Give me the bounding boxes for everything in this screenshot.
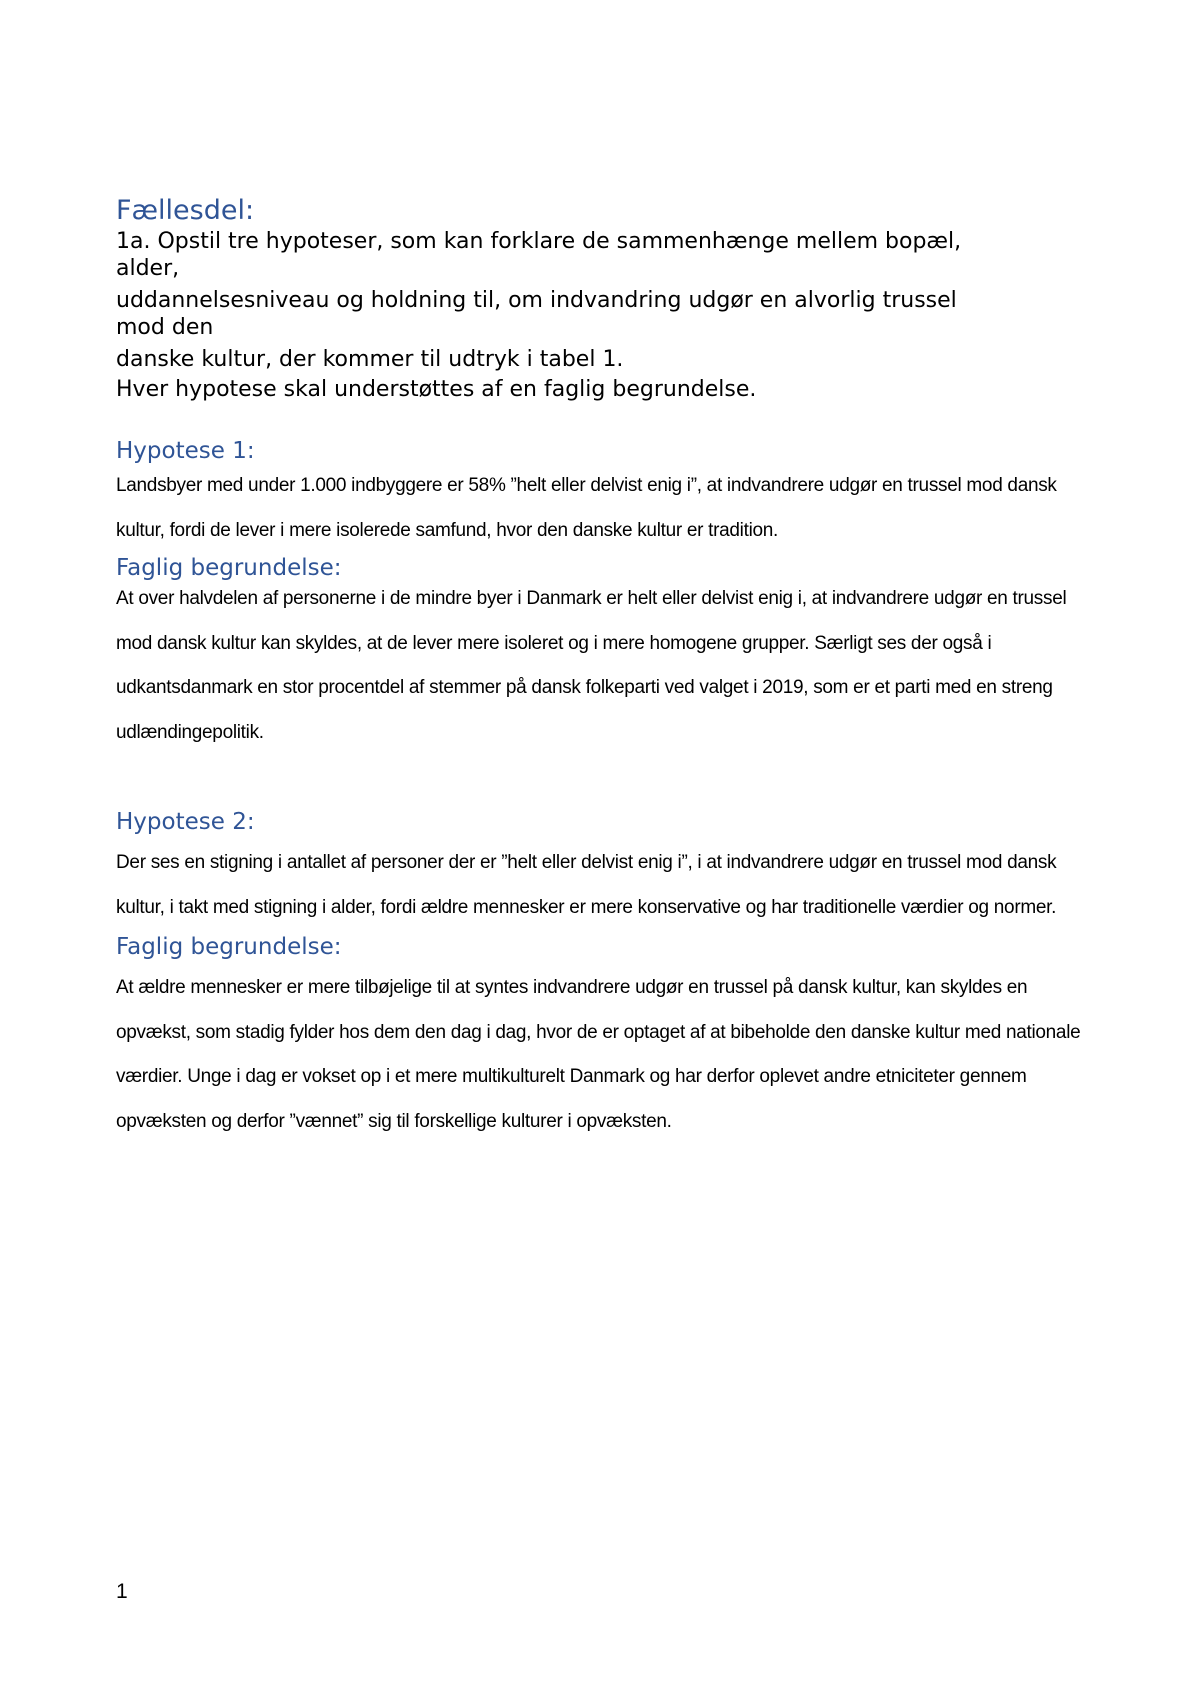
hypothesis-1-reason-heading: Faglig begrundelse: [116,555,342,581]
page-number: 1 [116,1580,128,1603]
question-line: mod den [116,315,214,340]
question-line: Hver hypotese skal understøttes af en faglig begrundelse. [116,377,757,402]
hypothesis-1-text: Landsbyer med under 1.000 indbyggere er 58% ”helt eller delvist enig i”, at indvandrere udgør en trussel mod dansk kultur, fordi de lever i mere isolerede samfund, hvor den danske kultur er tradition. [116,475,1057,541]
hypothesis-2-reason-text: At ældre mennesker er mere tilbøjelige til at syntes indvandrere udgør en trussel på dansk kultur, kan skyldes en opvækst, som stadig fylder hos dem den dag i dag, hvor de er optaget af at bibeholde den danske kultur med nationale værdier. Unge i dag er vokset op i et mere multikulturelt Danmark og har derfor oplevet andre etniciteter gennem opvæksten og derfor ”vænnet” sig til forskellige kulturer i opvæksten. [116,977,1081,1132]
question-line: 1a. Opstil tre hypoteser, som kan forklare de sammenhænge mellem bopæl, [116,229,962,254]
hypothesis-1-reason-text: At over halvdelen af personerne i de mindre byer i Danmark er helt eller delvist enig i, at indvandrere udgør en trussel mod dansk kultur kan skyldes, at de lever mere isoleret og i mere homogene grupper. Særligt ses der også i udkantsdanmark en stor procentdel af stemmer på dansk folkeparti ved valget i 2019, som er et parti med en streng udlændingepolitik. [116,588,1067,743]
hypothesis-2-reason-heading: Faglig begrundelse: [116,934,342,960]
question-line: uddannelsesniveau og holdning til, om indvandring udgør en alvorlig trussel [116,288,957,313]
section-title: Fællesdel: [116,195,255,226]
question-line: danske kultur, der kommer til udtryk i tabel 1. [116,347,624,372]
hypothesis-2-heading: Hypotese 2: [116,809,255,835]
page-content [116,194,1096,1144]
hypothesis-1-heading: Hypotese 1: [116,438,255,464]
question-line: alder, [116,256,180,281]
hypothesis-2-text: Der ses en stigning i antallet af personer der er ”helt eller delvist enig i”, i at indvandrere udgør en trussel mod dansk kultur, i takt med stigning i alder, fordi ældre mennesker er mere konservative og har traditionelle værdier og normer. [116,852,1057,918]
assignment-question [116,228,1096,403]
